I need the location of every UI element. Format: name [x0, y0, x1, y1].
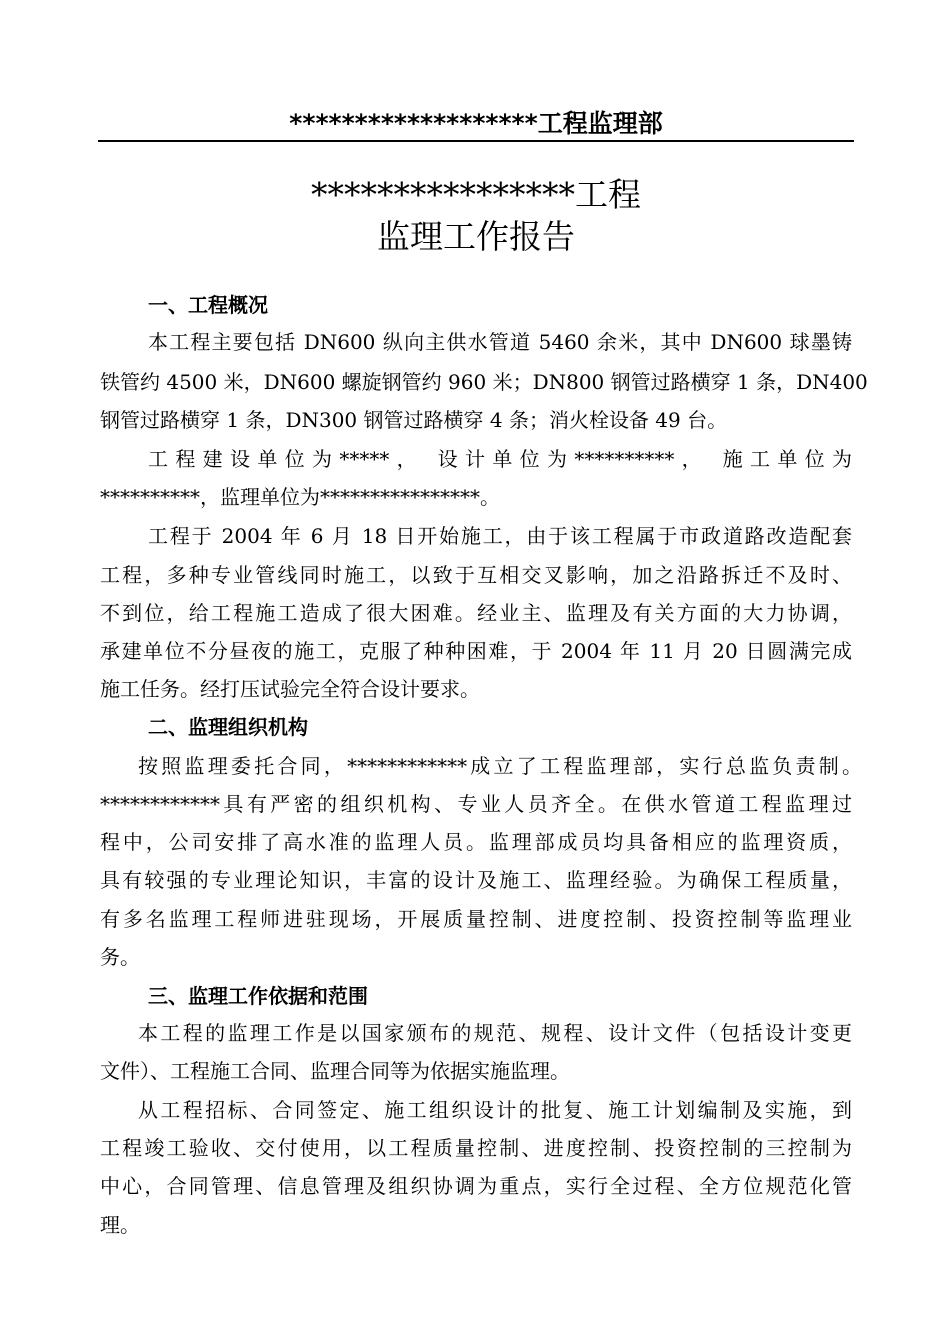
paragraph-line: 工程竣工验收、交付使用，以工程质量控制、进度控制、投资控制的三控制为	[100, 1136, 852, 1160]
header-divider	[98, 140, 854, 142]
paragraph-line: 务。	[100, 945, 140, 969]
paragraph-line: 程中，公司安排了高水准的监理人员。监理部成员均具备相应的监理资质，	[100, 830, 852, 854]
paragraph-line: 有多名监理工程师进驻现场，开展质量控制、进度控制、投资控制等监理业	[100, 907, 852, 931]
paragraph-line: 文件）、工程施工合同、监理合同等为依据实施监理。	[100, 1059, 570, 1083]
paragraph-line: **********，监理单位为****************。	[100, 485, 500, 509]
paragraph-line: 工程建设单位为*****， 设计单位为**********， 施工单位为	[148, 447, 852, 471]
document-title-line1: ****************工程	[311, 175, 641, 214]
paragraph-line: 按照监理委托合同，************成立了工程监理部，实行总监负责制。	[138, 754, 862, 778]
paragraph-line: 施工任务。经打压试验完全符合设计要求。	[100, 677, 480, 701]
section-heading: 一、工程概况	[148, 293, 268, 317]
paragraph-line: 中心，合同管理、信息管理及组织协调为重点，实行全过程、全方位规范化管	[100, 1174, 852, 1198]
paragraph-line: 工程，多种专业管线同时施工，以致于互相交叉影响，加之沿路拆迁不及时、	[100, 563, 852, 587]
paragraph-line: 理。	[100, 1213, 140, 1237]
paragraph-line: 铁管约 4500 米，DN600 螺旋钢管约 960 米；DN800 钢管过路横穿 1 条，DN400	[100, 370, 868, 394]
paragraph-line: 本工程的监理工作是以国家颁布的规范、规程、设计文件（包括设计变更	[138, 1021, 852, 1045]
paragraph-line: 不到位，给工程施工造成了很大困难。经业主、监理及有关方面的大力协调，	[100, 601, 852, 625]
section-heading: 三、监理工作依据和范围	[148, 984, 368, 1008]
paragraph-line: ************具有严密的组织机构、专业人员齐全。在供水管道工程监理过	[100, 792, 852, 816]
paragraph-line: 从工程招标、合同签定、施工组织设计的批复、施工计划编制及实施，到	[138, 1098, 852, 1122]
paragraph-line: 承建单位不分昼夜的施工，克服了种种困难，于 2004 年 11 月 20 日圆满完成	[100, 639, 852, 663]
paragraph-line: 本工程主要包括 DN600 纵向主供水管道 5460 余米，其中 DN600 球墨铸	[148, 330, 852, 354]
paragraph-line: 工程于 2004 年 6 月 18 日开始施工，由于该工程属于市政道路改造配套	[148, 524, 852, 548]
paragraph-line: 钢管过路横穿 1 条，DN300 钢管过路横穿 4 条；消火栓设备 49 台。	[100, 408, 728, 432]
header-title: *******************工程监理部	[289, 109, 663, 138]
section-heading: 二、监理组织机构	[148, 715, 308, 739]
paragraph-line: 具有较强的专业理论知识，丰富的设计及施工、监理经验。为确保工程质量，	[100, 868, 852, 892]
document-title-line2: 监理工作报告	[377, 217, 575, 256]
